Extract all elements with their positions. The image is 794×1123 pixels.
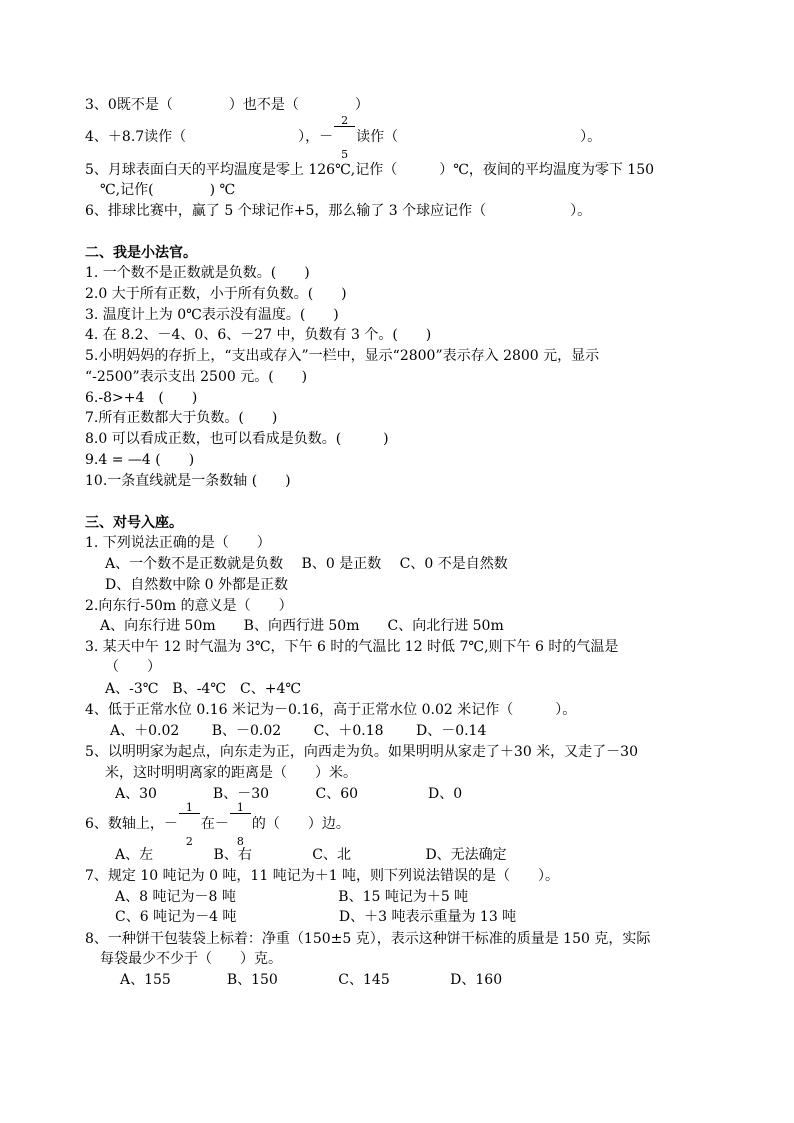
list-item: 1. 一个数不是正数就是负数。( )	[85, 265, 310, 281]
list-item: 2.0 大于所有正数，小于所有负数。( )	[85, 286, 347, 302]
question-4-part-b: 读作（ ）。	[356, 129, 602, 145]
question-4: 4、低于正常水位 0.16 米记为－0.16，高于正常水位 0.02 米记作（ ）。	[85, 702, 577, 718]
question-2-options: A、向东行进 50m B、向西行进 50m C、向北行进 50m	[100, 618, 504, 634]
question-1-options-2: D、自然数中除 0 外都是正数	[105, 577, 289, 593]
section-title: 二、我是小法官。	[85, 245, 197, 261]
question-1-options: A、一个数不是正数就是负数 B、0 是正数 C、0 不是自然数	[105, 556, 508, 572]
question-7-options-2: C、6 吨记为－4 吨 D、＋3 吨表示重量为 13 吨	[115, 909, 517, 925]
section-title: 三、对号入座。	[85, 515, 183, 531]
list-item: 4. 在 8.2、－4、0、6、－27 中，负数有 3 个。( )	[85, 327, 432, 343]
question-5-line-2: 米，这时明明离家的距离是（ ）米。	[105, 765, 357, 781]
question-4-part-a: 4、＋8.7读作（ ），－	[85, 129, 334, 145]
question-3-line-1: 3. 某天中午 12 时气温为 3℃，下午 6 时的气温比 12 时低 7℃,则下午 6 时的气温是	[85, 639, 619, 655]
question-5-line-1: 5、以明明家为起点，向东走为正，向西走为负。如果明明从家走了＋30 米，又走了－30	[85, 744, 638, 760]
list-item: 6.-8>+4 ( )	[85, 390, 198, 406]
question-6-part-a: 6、数轴上，－	[85, 816, 178, 832]
question-5-line-2: ℃,记作( ) ℃	[100, 182, 236, 198]
list-item: 9.4 = —4 ( )	[85, 452, 195, 468]
question-5-options: A、30 B、－30 C、60 D、0	[115, 786, 463, 802]
question-2: 2.向东行-50m 的意义是（ ）	[85, 598, 293, 614]
question-6-part-c: 的（ ）边。	[251, 816, 350, 832]
list-item: 3. 温度计上为 0℃表示没有温度。( )	[85, 307, 339, 323]
fraction-numerator: 1	[230, 802, 251, 814]
question-7-options: A、8 吨记为－8 吨 B、15 吨记为＋5 吨	[115, 889, 469, 905]
question-7: 7、规定 10 吨记为 0 吨，11 吨记为＋1 吨，则下列说法错误的是（ ）。	[85, 868, 560, 884]
question-3: 3、0既不是（ ）也不是（ ）	[85, 97, 369, 113]
question-8-line-1: 8、一种饼干包装袋上标着：净重（150±5 克），表示这种饼干标准的质量是 150 克，实际	[85, 931, 651, 947]
question-4	[85, 113, 602, 161]
question-3-line-2: （ ）	[105, 659, 161, 675]
question-6: 6、排球比赛中，赢了 5 个球记作+5，那么输了 3 个球应记作（ ）。	[85, 203, 592, 219]
question-3-options: A、-3℃ B、-4℃ C、+4℃	[105, 681, 302, 697]
fraction-denominator: 8	[236, 834, 244, 848]
question-6	[85, 800, 350, 848]
question-6-options: A、左 B、右 C、北 D、无法确定	[115, 847, 507, 863]
list-item: 5.小明妈妈的存折上，“支出或存入”一栏中，显示“2800”表示存入 2800 元，显示	[85, 348, 600, 364]
fraction-denominator: 2	[185, 834, 193, 848]
question-5-line-1: 5、月球表面白天的平均温度是零上 126℃,记作（ ）℃，夜间的平均温度为零下 150	[85, 162, 655, 178]
fraction-numerator: 2	[334, 115, 355, 127]
question-6-part-b: 在－	[200, 816, 229, 832]
list-item: 7.所有正数都大于负数。( )	[85, 410, 278, 426]
list-item: 8.0 可以看成正数，也可以看成是负数。( )	[85, 431, 389, 447]
list-item-continued: “-2500”表示支出 2500 元。( )	[85, 369, 308, 385]
question-4-options: A、＋0.02 B、－0.02 C、＋0.18 D、－0.14	[110, 723, 487, 739]
list-item: 10.一条直线就是一条数轴 ( )	[85, 473, 291, 489]
fraction-denominator: 5	[341, 147, 349, 161]
question-8-line-2: 每袋最少不少于（ ）克。	[100, 951, 282, 967]
fraction-numerator: 1	[179, 802, 200, 814]
question-8-options: A、155 B、150 C、145 D、160	[120, 972, 503, 988]
question-1: 1. 下列说法正确的是（ ）	[85, 535, 271, 551]
